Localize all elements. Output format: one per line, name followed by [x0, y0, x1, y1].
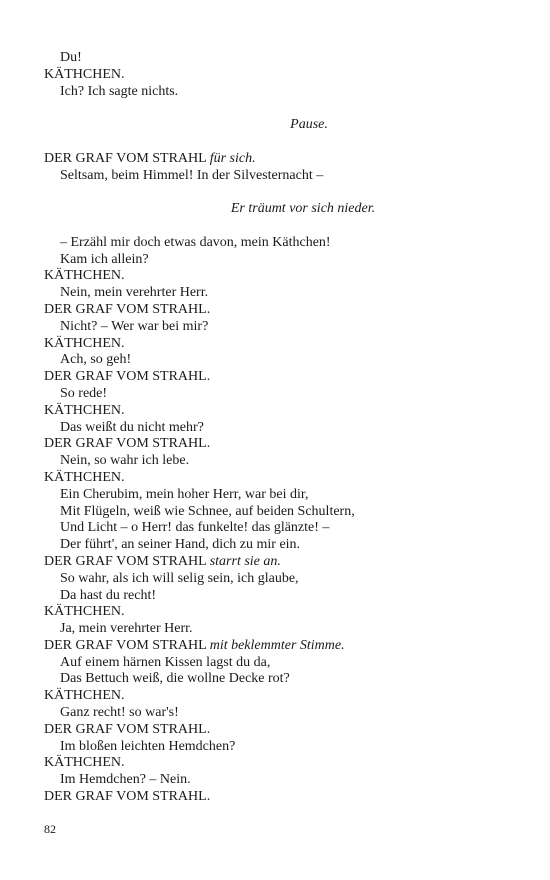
speaker-name: KÄTHCHEN. [44, 469, 125, 485]
verse-line: Da hast du recht! [60, 587, 157, 603]
speaker-name: DER GRAF VOM STRAHL. [44, 301, 211, 317]
verse-line: Ja, mein verehrter Herr. [60, 621, 193, 637]
verse-line: Nein, so wahr ich lebe. [60, 453, 190, 469]
verse-line: Im Hemdchen? – Nein. [60, 772, 191, 788]
speaker-name: KÄTHCHEN. [44, 604, 125, 620]
speaker-name: DER GRAF VOM STRAHL. [44, 789, 211, 805]
speaker-name: KÄTHCHEN. [44, 66, 125, 82]
speaker-name: DER GRAF VOM STRAHL [44, 553, 207, 569]
speaker-line [44, 638, 514, 655]
verse-line: Kam ich allein? [60, 251, 149, 267]
verse-line: Ganz recht! so war's! [60, 705, 179, 721]
speaker-name: DER GRAF VOM STRAHL. [44, 369, 211, 385]
speaker-line [44, 151, 514, 168]
stage-direction: starrt sie an. [209, 553, 281, 569]
spacer [44, 100, 514, 117]
verse-line: Ein Cherubim, mein hoher Herr, war bei dir, [60, 486, 309, 502]
verse-line: So rede! [60, 385, 108, 401]
stage-direction: Pause. [290, 117, 328, 133]
verse-line: – Erzähl mir doch etwas davon, mein Käthchen! [60, 234, 331, 250]
speaker-name: DER GRAF VOM STRAHL. [44, 436, 211, 452]
play-text [44, 50, 514, 806]
speaker-name: KÄTHCHEN. [44, 402, 125, 418]
verse-line: Du! [60, 50, 82, 65]
spacer [44, 184, 514, 201]
speaker-name: DER GRAF VOM STRAHL [44, 150, 207, 166]
verse-line: Ach, so geh! [60, 352, 132, 368]
speaker-name: DER GRAF VOM STRAHL [44, 637, 207, 653]
speaker-name: KÄTHCHEN. [44, 335, 125, 351]
verse-line: Nein, mein verehrter Herr. [60, 285, 209, 301]
speaker-name: KÄTHCHEN. [44, 268, 125, 284]
speaker-name: KÄTHCHEN. [44, 688, 125, 704]
spacer [44, 134, 514, 151]
verse-line: Im bloßen leichten Hemdchen? [60, 738, 236, 754]
page-number: 82 [44, 822, 56, 836]
stage-direction: mit beklemmter Stimme. [209, 637, 345, 653]
verse-line: So wahr, als ich will selig sein, ich glaube, [60, 570, 299, 586]
verse-line: Auf einem härnen Kissen lagst du da, [60, 654, 271, 670]
verse-line: Der führt', an seiner Hand, dich zu mir ein. [60, 537, 301, 553]
speaker-line [44, 554, 514, 571]
verse-line: Das weißt du nicht mehr? [60, 419, 204, 435]
verse-line: Das Bettuch weiß, die wollne Decke rot? [60, 671, 290, 687]
verse-line: Ich? Ich sagte nichts. [60, 83, 179, 99]
spacer [44, 218, 514, 235]
verse-line: Seltsam, beim Himmel! In der Silvesternacht – [60, 167, 324, 183]
verse-line: Und Licht – o Herr! das funkelte! das glänzte! – [60, 520, 330, 536]
verse-line: Nicht? – Wer war bei mir? [60, 318, 209, 334]
stage-direction: für sich. [209, 150, 256, 166]
speaker-name: DER GRAF VOM STRAHL. [44, 721, 211, 737]
speaker-name: KÄTHCHEN. [44, 755, 125, 771]
stage-direction: Er träumt vor sich nieder. [230, 201, 376, 217]
verse-line: Mit Flügeln, weiß wie Schnee, auf beiden Schultern, [60, 503, 355, 519]
